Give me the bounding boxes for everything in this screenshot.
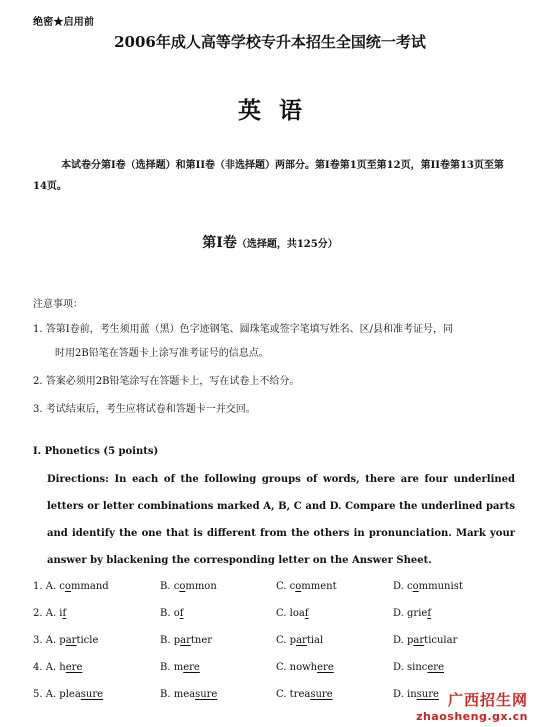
- option-underlined: ere: [65, 662, 83, 673]
- question-row: [0, 581, 540, 601]
- option-post: mment: [301, 581, 337, 592]
- option-pre: 3. A. p: [33, 635, 66, 646]
- option-pre: B. c: [160, 581, 180, 592]
- option-underlined: f: [427, 608, 432, 619]
- option-pre: C. p: [276, 635, 297, 646]
- option-underlined: f: [179, 608, 184, 619]
- option-underlined: ere: [317, 662, 334, 673]
- option-underlined: o: [179, 581, 186, 592]
- paper-intro: 本试卷分第I卷（选择题）和第II卷（非选择题）两部分。第I卷第1页至第12页，第II卷第13页至第14页。: [33, 160, 504, 192]
- option-d: [393, 581, 463, 592]
- option-pre: 4. A. h: [33, 662, 66, 673]
- option-pre: C. loa: [276, 608, 305, 619]
- option-pre: 1. A. c: [33, 581, 65, 592]
- option-d: [393, 608, 431, 619]
- option-d: [393, 635, 457, 646]
- option-a: [33, 662, 82, 673]
- section-heading: I. Phonetics (5 points): [33, 446, 159, 457]
- option-pre: D. p: [393, 635, 414, 646]
- option-b: [160, 635, 212, 646]
- question-row: [0, 635, 540, 655]
- option-underlined: ere: [427, 662, 445, 673]
- option-pre: D. sinc: [393, 662, 428, 673]
- option-b: [160, 662, 200, 673]
- option-post: tner: [190, 635, 213, 646]
- option-pre: D. in: [393, 689, 417, 700]
- option-a: [33, 689, 103, 700]
- option-b: [160, 689, 217, 700]
- notice-item-line: 1. 答第I卷前，考生须用蓝（黑）色字迹钢笔、圆珠笔或签字笔填写姓名、区/县和准考证号，同: [33, 324, 454, 335]
- option-post: mmon: [185, 581, 217, 592]
- option-pre: B. p: [160, 635, 181, 646]
- notice-item-line: 2. 答案必须用2B铅笔涂写在答题卡上，写在试卷上不给分。: [33, 376, 300, 387]
- option-pre: C. c: [276, 581, 296, 592]
- question-row: [0, 608, 540, 628]
- option-underlined: sure: [416, 689, 439, 700]
- notice-item: [33, 318, 508, 366]
- option-underlined: ar: [413, 635, 425, 646]
- option-a: [33, 635, 98, 646]
- exam-title: 2006年成人高等学校专升本招生全国统一考试: [114, 33, 426, 51]
- option-underlined: ar: [65, 635, 77, 646]
- option-c: [276, 689, 333, 700]
- option-post: ticular: [424, 635, 458, 646]
- option-c: [276, 635, 323, 646]
- notice-item: [33, 398, 508, 422]
- option-underlined: sure: [310, 689, 333, 700]
- option-post: mmand: [70, 581, 109, 592]
- notice-item: [33, 370, 508, 394]
- option-pre: 5. A. plea: [33, 689, 81, 700]
- part-one-label: 第I卷: [202, 235, 237, 251]
- option-pre: B. m: [160, 662, 184, 673]
- option-b: [160, 608, 183, 619]
- confidential-label: 绝密★启用前: [33, 17, 95, 28]
- option-post: tial: [306, 635, 324, 646]
- option-a: [33, 608, 66, 619]
- option-underlined: o: [295, 581, 302, 592]
- subject-title: 英语: [238, 97, 320, 124]
- section-directions: Directions: In each of the following groups of words, there are four underlined letters or letter combinations marked A, B, C and D. Compare the underlined parts and identify the one that is different from the others in pronunciation. Mark your answer by blackening the corresponding letter on the Answer Sheet.: [47, 474, 515, 566]
- notice-item-line: 3. 考试结束后，考生应将试卷和答题卡一并交回。: [33, 404, 256, 415]
- option-a: [33, 581, 109, 592]
- option-underlined: f: [304, 608, 309, 619]
- option-post: mmunist: [418, 581, 463, 592]
- option-c: [276, 581, 337, 592]
- option-underlined: ere: [183, 662, 200, 673]
- option-pre: B. o: [160, 608, 180, 619]
- site-watermark: [398, 689, 528, 723]
- option-underlined: sure: [80, 689, 104, 700]
- option-underlined: sure: [195, 689, 218, 700]
- option-pre: D. grie: [393, 608, 428, 619]
- option-underlined: o: [64, 581, 71, 592]
- option-underlined: f: [62, 608, 67, 619]
- option-post: ticle: [76, 635, 99, 646]
- option-d: [393, 662, 444, 673]
- option-pre: 2. A. i: [33, 608, 63, 619]
- option-underlined: o: [412, 581, 419, 592]
- option-underlined: ar: [296, 635, 307, 646]
- option-pre: D. c: [393, 581, 413, 592]
- option-pre: B. mea: [160, 689, 196, 700]
- option-c: [276, 662, 334, 673]
- notice-item-continuation: 时用2B铅笔在答题卡上涂写准考证号的信息点。: [55, 348, 269, 359]
- option-c: [276, 608, 309, 619]
- option-pre: C. nowh: [276, 662, 318, 673]
- question-row: [0, 662, 540, 682]
- option-pre: C. trea: [276, 689, 311, 700]
- part-one-subtitle: （选择题，共125分）: [236, 239, 338, 250]
- option-b: [160, 581, 217, 592]
- watermark-url: zhaosheng.gx.cn: [416, 710, 528, 723]
- watermark-name: 广西招生网: [447, 691, 528, 709]
- option-underlined: ar: [180, 635, 191, 646]
- part-one-title: [0, 232, 540, 252]
- notice-heading: 注意事项：: [33, 299, 83, 310]
